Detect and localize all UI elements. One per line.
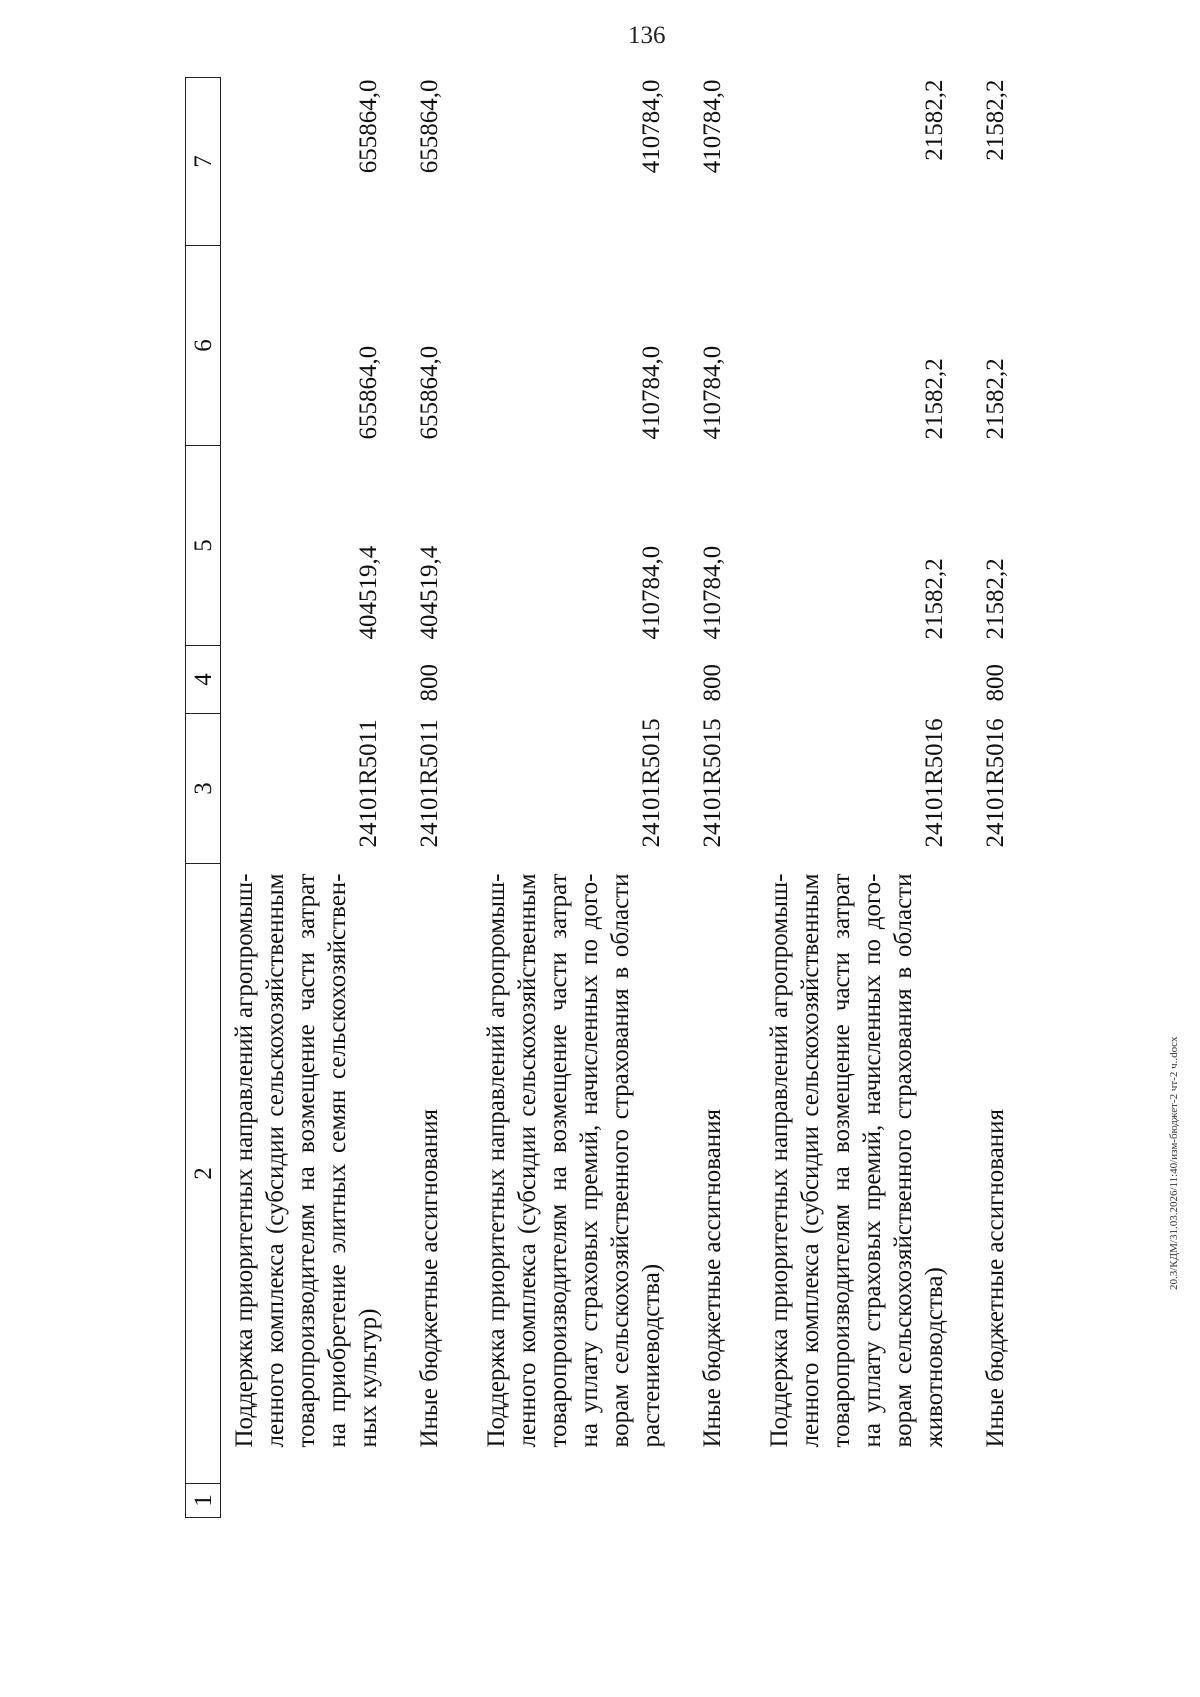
cell-target-code: 24101R5016 [921,718,948,848]
cell-amount-5: 410784,0 [699,545,726,640]
cell-amount-7: 410784,0 [638,79,665,174]
table-row [445,78,667,1518]
cell-expense-type [221,646,385,714]
header-col-4: 4 [186,646,221,714]
cell-target-code: 24101R5015 [699,718,726,848]
cell-amount-7: 21582,2 [921,79,948,161]
table-row [221,78,385,1518]
cell-target-code: 24101R5016 [982,718,1009,848]
cell-col1 [728,1484,950,1518]
cell-amount-6: 21582,2 [921,358,948,440]
cell-amount-7: 655864,0 [416,79,443,174]
cell-amount-6: 655864,0 [355,345,382,440]
cell-description: Иные бюджетные ассигнования [982,1108,1009,1448]
cell-target-code: 24101R5011 [416,719,443,848]
header-col-6: 6 [186,246,221,446]
cell-amount-7: 410784,0 [699,79,726,174]
table-row [950,78,1011,1518]
rotated-table-container [185,78,1020,1518]
cell-col1 [445,1484,667,1518]
cell-description: Поддержка приоритетных направлений агропромыш-ленного комплекса (субсидии сельскохозяйственным товаропроизводителям на возмещение части затрат на уплату страховых премий, начисленных по дого-ворам сельскохозяйственного страхования в области растениеводства) [483,873,665,1448]
cell-col1 [221,1484,385,1518]
header-col-5: 5 [186,446,221,646]
cell-amount-5: 21582,2 [921,558,948,640]
document-footer: 20.3/КДМ/31.03.2026/11:40/изм-бюджет-2 чт-2 ч..docx [1168,1036,1180,1290]
cell-amount-6: 410784,0 [638,345,665,440]
cell-expense-type: 800 [982,664,1009,702]
cell-col1 [667,1484,728,1518]
cell-description: Поддержка приоритетных направлений агропромыш-ленного комплекса (субсидии сельскохозяйственным товаропроизводителям на возмещение части затрат на приобретение элитных семян сельскохозяйствен-ных культур) [231,873,382,1448]
header-col-7: 7 [186,78,221,246]
table-row [384,78,445,1518]
cell-amount-5: 410784,0 [638,545,665,640]
table-row [667,78,728,1518]
header-col-3: 3 [186,714,221,864]
cell-expense-type [445,646,667,714]
cell-amount-6: 410784,0 [699,345,726,440]
table-row [728,78,950,1518]
cell-amount-6: 655864,0 [416,345,443,440]
cell-amount-6: 21582,2 [982,358,1009,440]
cell-amount-5: 404519,4 [355,545,382,640]
cell-expense-type: 800 [416,664,443,702]
cell-description: Иные бюджетные ассигнования [699,1108,726,1448]
cell-amount-7: 655864,0 [355,79,382,174]
cell-target-code: 24101R5011 [355,719,382,848]
cell-target-code: 24101R5015 [638,718,665,848]
cell-description: Иные бюджетные ассигнования [416,1108,443,1448]
cell-expense-type: 800 [699,664,726,702]
cell-expense-type [728,646,950,714]
cell-amount-5: 404519,4 [416,545,443,640]
page-number: 136 [628,22,666,49]
cell-amount-5: 21582,2 [982,558,1009,640]
cell-amount-7: 21582,2 [982,79,1009,161]
cell-col1 [950,1484,1011,1518]
header-col-1: 1 [186,1484,221,1518]
budget-table [185,77,1011,1518]
header-col-2: 2 [186,864,221,1484]
table-header-row [186,78,221,1518]
cell-col1 [384,1484,445,1518]
cell-description: Поддержка приоритетных направлений агропромыш-ленного комплекса (субсидии сельскохозяйственным товаропроизводителям на возмещение части затрат на уплату страховых премий, начисленных по дого-ворам сельскохозяйственного страхования в области животноводства) [766,873,948,1448]
